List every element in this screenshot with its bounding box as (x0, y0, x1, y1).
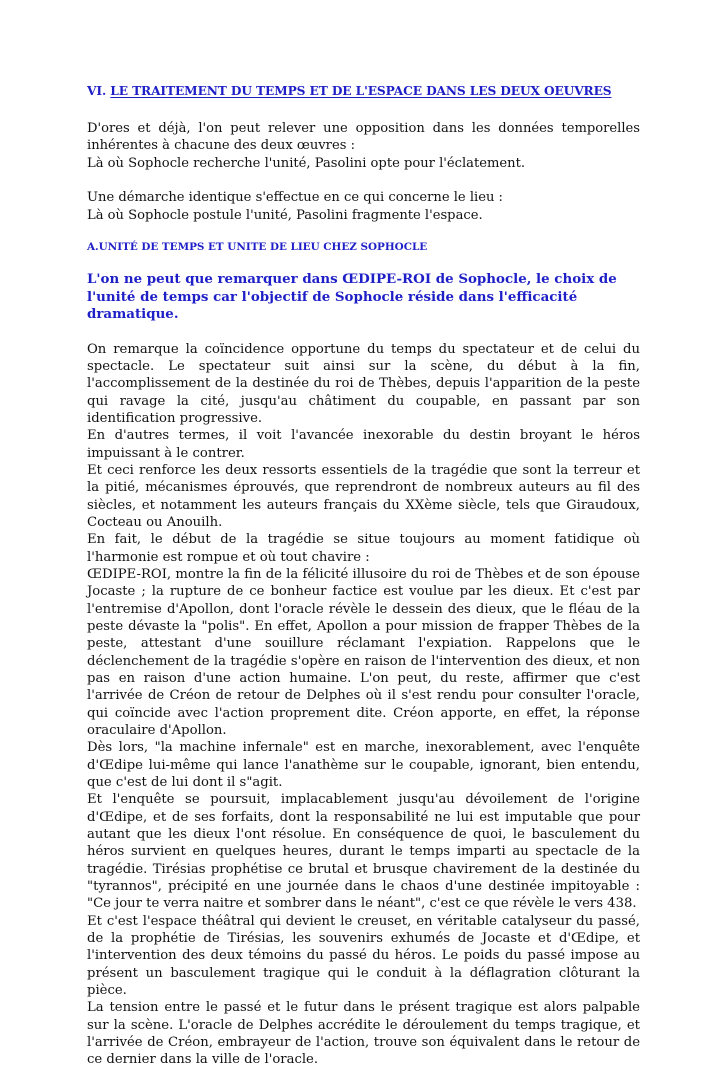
body-paragraph: Et l'enquête se poursuit, implacablement jusqu'au dévoilement de l'origine d'Œdipe, et de ses forfaits, dont la responsabilité ne lui est imputable que pour autant que les dieux l'ont résolue. En conséquence de quoi, le basculement du héros survient en quelques heures, durant le temps imparti au spectacle de la tragédie. Tirésias prophétise ce brutal et brusque chavirement de la destinée du "tyrannos", précipité en une journée dans le chaos d'une destinée impitoyable : "Ce jour te verra naitre et sombrer dans le néant", c'est ce que révèle le vers 438. (87, 792, 640, 912)
body-paragraph: On remarque la coïncidence opportune du temps du spectateur et de celui du spectacle. Le spectateur suit ainsi sur la scène, du début à la fin, l'accomplissement de la destinée du roi de Thèbes, depuis l'apparition de la peste qui ravage la cité, jusqu'au châtiment du coupable, en passant par son identification progressive. (87, 341, 640, 427)
body-paragraph: Et c'est l'espace théâtral qui devient le creuset, en véritable catalyseur du passé, de la prophétie de Tirésias, les souvenirs exhumés de Jocaste et d'Œdipe, et l'intervention des deux témoins du passé du héros. Le poids du passé impose au présent un basculement tragique qui le conduit à la déflagration clôturant la pièce. (87, 913, 640, 998)
subsection-heading: A.UNITÉ DE TEMPS ET UNITE DE LIEU CHEZ SOPHOCLE (87, 241, 428, 254)
section-title: LE TRAITEMENT DU TEMPS ET DE L'ESPACE DANS LES DEUX OEUVRES (110, 84, 612, 98)
intro-time-contrast: Là où Sophocle recherche l'unité, Pasolini opte pour l'éclatement. (87, 155, 526, 171)
document-page (87, 84, 640, 1069)
section-number: VI. (87, 84, 107, 98)
body-paragraph: La tension entre le passé et le futur dans le présent tragique est alors palpable sur la scène. L'oracle de Delphes accrédite le déroulement du temps tragique, et l'arrivée de Créon, embrayeur de l'action, trouve son équivalent dans le retour de ce dernier dans la ville de l'oracle. (87, 1000, 640, 1068)
body-paragraph: ŒDIPE-ROI, montre la fin de la félicité illusoire du roi de Thèbes et de son épouse Jocaste ; la rupture de ce bonheur factice est voulue par les dieux. Et c'est par l'entremise d'Apollon, dont l'oracle révèle le dessein des dieux, que le fléau de la peste dévaste la "polis". En effet, Apollon a pour mission de frapper Thèbes de la peste, attestant d'une souillure réclamant l'expiation. Rappelons que le déclenchement de la tragédie s'opère en raison de l'intervention des dieux, et non pas en raison d'une action humaine. L'on peut, du reste, affirmer que c'est l'arrivée de Créon de retour de Delphes où il s'est rendu pour consulter l'oracle, qui coïncide avec l'action proprement dite. Créon apporte, en effet, la réponse oraculaire d'Apollon. (87, 567, 640, 739)
section-heading (87, 84, 640, 98)
body-paragraph: Et ceci renforce les deux ressorts essentiels de la tragédie que sont la terreur et la pitié, mécanismes éprouvés, que reprendront de nombreux auteurs au fil des siècles, et notamment les auteurs français du XXème siècle, tels que Giraudoux, Cocteau ou Anouilh. (87, 463, 640, 531)
body-paragraph: En d'autres termes, il voit l'avancée inexorable du destin broyant le héros impuissant à le contrer. (87, 428, 640, 461)
intro-space-statement: Une démarche identique s'effectue en ce qui concerne le lieu : (87, 190, 503, 206)
subsection-lead: L'on ne peut que remarquer dans ŒDIPE-ROI de Sophocle, le choix de l'unité de temps car l'objectif de Sophocle réside dans l'efficacité dramatique. (87, 271, 617, 323)
intro-paragraph-space (87, 189, 640, 224)
body-paragraph: Dès lors, "la machine infernale" est en marche, inexorablement, avec l'enquête d'Œdipe lui-même qui lance l'anathème sur le coupable, ignorant, bien entendu, que c'est de lui dont il s"agit. (87, 740, 640, 791)
intro-time-statement: D'ores et déjà, l'on peut relever une opposition dans les données temporelles inhérentes à chacune des deux œuvres : (87, 121, 640, 154)
intro-space-contrast: Là où Sophocle postule l'unité, Pasolini fragmente l'espace. (87, 207, 483, 223)
body-text (87, 341, 640, 1069)
body-paragraph: En fait, le début de la tragédie se situe toujours au moment fatidique où l'harmonie est rompue et où tout chavire : (87, 532, 640, 565)
intro-paragraph-time (87, 120, 640, 172)
